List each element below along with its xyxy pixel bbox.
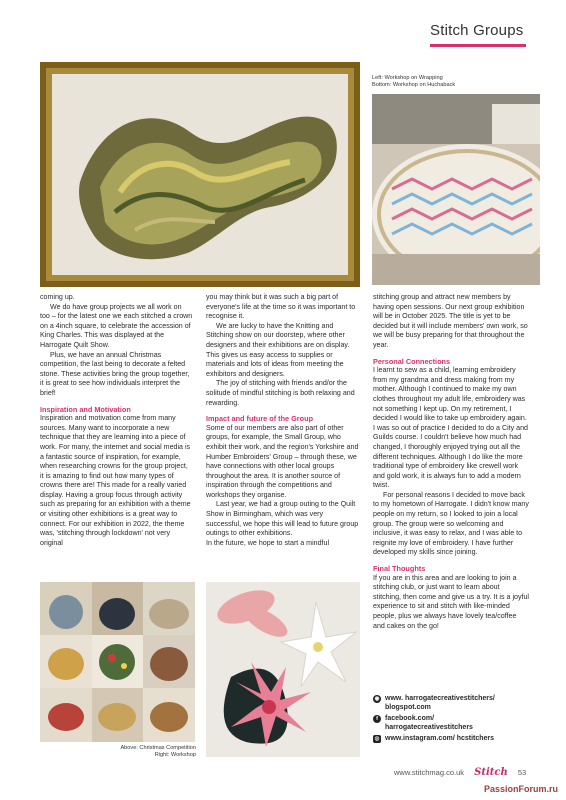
christmas-competition-image (40, 582, 195, 742)
flower-svg (206, 582, 360, 757)
framed-artwork-svg (40, 62, 360, 287)
collage-svg (40, 582, 195, 742)
caption-line: Right: Workshop (154, 752, 196, 758)
section-heading: Inspiration and Motivation (40, 404, 131, 414)
article-column-1 (40, 293, 193, 548)
facebook-link[interactable] (373, 715, 533, 732)
paragraph: The joy of stitching with friends and/or the solitude of mindful stitching is both relaxing and rewarding. (206, 379, 355, 407)
paragraph: We do have group projects we all work on too – for the latest one we each stitched a crown on a 4inch square, to celebrate the accession of King Charles. This was displayed at the Harrogate Quilt Show. (40, 302, 193, 349)
section-underline (430, 44, 526, 47)
section-heading: Personal Connections (373, 356, 451, 366)
framed-artwork-image (40, 62, 360, 287)
facebook-icon: f (373, 715, 381, 723)
article-column-2 (206, 293, 359, 548)
section-heading: Final Thoughts (373, 564, 426, 574)
paragraph: Plus, we have an annual Christmas competition, the last being to decorate a felted stone. These activities bring the group together, it is great to see how individuals interpret the brief! (40, 350, 190, 397)
paragraph: Some of our members are also part of other groups, for example, the Small Group, who exhibit their work, and the region's Yorkshire and Humber Embroiders' Group – through these, we have connections with other local groups throughout the area. It is another source of inspiration through the competitions and workshops they organise. (206, 423, 359, 499)
paragraph: you may think but it was such a big part of everyone's life at the time so it was important to recognise it. (206, 293, 356, 321)
paragraph: stitching group and attract new members by having open sessions. Our next group exhibition will be in October 2025. The title is yet to be decided but it will include members' own work, so we will be busy preparing for that throughout the year. (373, 293, 528, 349)
instagram-link[interactable] (373, 735, 533, 744)
paragraph: coming up. (40, 293, 75, 301)
paragraph: In the future, we hope to start a mindful (206, 538, 330, 547)
footer-brand: Stitch (474, 767, 508, 778)
section-title: Stitch Groups (430, 22, 524, 39)
globe-icon: ◉ (374, 696, 380, 702)
page-number: 53 (517, 768, 527, 777)
paragraph: If you are in this area and are looking to join a stitching club, or just want to learn about stitching, then come and give us a try. It is a joyful experience to sit and stitch with like-minded people, plus we always have lovely tea/coffee and cakes on the go! (373, 573, 530, 630)
facebook-text: facebook.com/ harrogatecreativestitchers (385, 715, 473, 731)
paragraph: For personal reasons I decided to move back to my hometown of Harrogate. I didn't know many people on my return, so I looked to join a local group. The group were so welcoming and inclusive, it was easy to relax, and I was able to reignite my love of embroidery. I have further developed my skills since joining. (373, 490, 529, 557)
flower-workshop-image (206, 582, 360, 757)
article-column-3 (373, 293, 529, 631)
footer-url[interactable]: www.stitchmag.co.uk (394, 768, 465, 777)
bottom-left-caption (112, 745, 196, 759)
caption-line: Left: Workshop on Wrapping (372, 75, 443, 81)
section-heading: Impact and future of the Group (206, 414, 314, 424)
huckaback-workshop-image (372, 94, 540, 285)
watermark: PassionForum.ru (483, 784, 558, 794)
caption-line: Above: Christmas Competition (120, 745, 196, 751)
instagram-icon: ◎ (374, 736, 380, 743)
huckaback-svg (372, 94, 540, 285)
paragraph: Last year, we had a group outing to the Quilt Show in Birmingham, which was very successful, we hope this will lead to future group outings to other exhibitions. (206, 500, 359, 538)
caption-line: Bottom: Workshop on Huchaback (372, 82, 456, 88)
paragraph: We are lucky to have the Knitting and Stitching show on our doorstep, where other designers and their exhibitions are on display. This gives us easy access to supplies or materials and lots of ideas from meeting the exhibitors and designers. (206, 321, 350, 378)
top-right-caption (372, 75, 455, 89)
page-footer (394, 767, 526, 778)
website-link[interactable] (373, 695, 533, 712)
website-text: www. harrogatecreativestitchers/ blogspot.com (385, 695, 495, 711)
paragraph: Inspiration and motivation come from many sources. Many want to incorporate a new technique that they are learning into a piece of work. For many, the internet and social media is a fantastic source of inspiration, for example, when researching crowns for the group project, it is amazing to find out how many types of crowns there are! This made for a really varied display. Having a group focus through activity such as preparing for an exhibition with a theme or visiting other exhibitions is a great way to connect. For our exhibition in 2022, the theme was, 'stitching through lockdown' not very original (40, 414, 191, 547)
instagram-text: www.instagram.com/ hcstitchers (385, 735, 495, 743)
paragraph: I learnt to sew as a child, learning embroidery from my grandma and dress making from my mother. Although I continued to make my own clothes throughout my adult life, embroidery was not something I kept up. On my retirement, I decided I would like to take up embroidery again. I was so out of practice I decided to do a City and Guilds course. I couldn't believe how much had changed, I thoroughly enjoyed trying out all the different techniques. Although I do like the more traditional type of embroidery like crewell work and gold work, it is always fun to add a modern twist. (373, 366, 528, 490)
contact-links (373, 695, 533, 747)
